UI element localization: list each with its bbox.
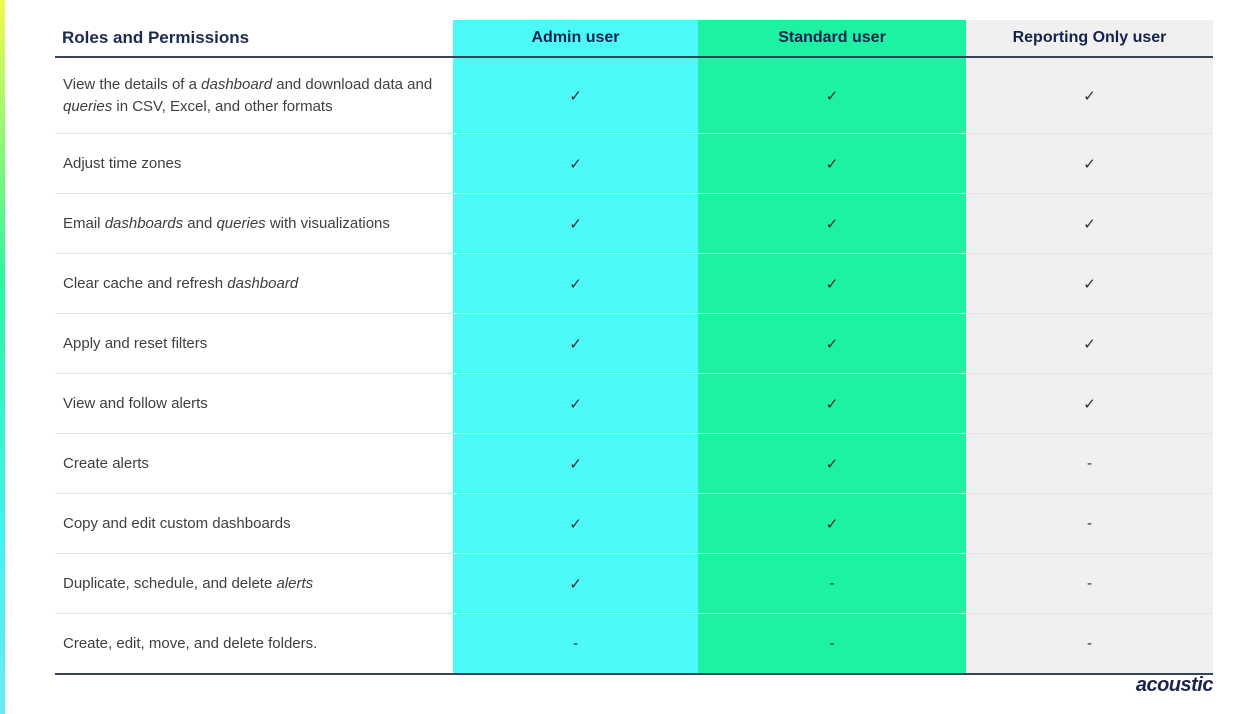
check-mark: ✓	[966, 254, 1213, 313]
check-mark: ✓	[698, 134, 966, 193]
check-mark: ✓	[698, 374, 966, 433]
check-mark: ✓	[698, 434, 966, 493]
table-row	[55, 433, 1213, 493]
check-mark: ✓	[698, 314, 966, 373]
check-mark: ✓	[453, 58, 698, 133]
table-row	[55, 613, 1213, 673]
check-mark: ✓	[453, 254, 698, 313]
table-row	[55, 133, 1213, 193]
permission-label: Apply and reset filters	[63, 334, 208, 352]
table-row	[55, 553, 1213, 613]
check-mark: ✓	[453, 314, 698, 373]
column-header-reporting-only-user: Reporting Only user	[966, 20, 1213, 56]
permission-label: View and follow alerts	[63, 394, 208, 412]
permission-label: Adjust time zones	[63, 154, 182, 172]
table-row	[55, 373, 1213, 433]
roles-permissions-table	[55, 20, 1213, 675]
table-row	[55, 253, 1213, 313]
dash-mark: -	[966, 434, 1213, 493]
check-mark: ✓	[966, 314, 1213, 373]
table-row	[55, 193, 1213, 253]
dash-mark: -	[966, 554, 1213, 613]
permission-label: Copy and edit custom dashboards	[63, 514, 291, 532]
permission-label: Clear cache and refresh dashboard	[63, 274, 299, 292]
dash-mark: -	[698, 614, 966, 673]
dash-mark: -	[966, 614, 1213, 673]
permission-label: View the details of a dashboard and download data and queries in CSV, Excel, and other formats	[63, 75, 433, 115]
permission-label: Create, edit, move, and delete folders.	[63, 634, 318, 652]
check-mark: ✓	[453, 194, 698, 253]
check-mark: ✓	[698, 494, 966, 553]
table-row	[55, 58, 1213, 133]
check-mark: ✓	[966, 58, 1213, 133]
table-header-row	[55, 20, 1213, 58]
permission-label: Create alerts	[63, 454, 149, 472]
column-header-standard-user: Standard user	[698, 20, 966, 56]
check-mark: ✓	[698, 194, 966, 253]
check-mark: ✓	[453, 494, 698, 553]
check-mark: ✓	[966, 374, 1213, 433]
table-row	[55, 313, 1213, 373]
check-mark: ✓	[453, 554, 698, 613]
table-row	[55, 493, 1213, 553]
page-title: Roles and Permissions	[62, 28, 250, 47]
check-mark: ✓	[698, 58, 966, 133]
check-mark: ✓	[966, 194, 1213, 253]
table-body	[55, 58, 1213, 673]
permission-label: Email dashboards and queries with visualizations	[63, 214, 390, 232]
column-header-admin-user: Admin user	[453, 20, 698, 56]
footer	[55, 674, 1213, 697]
check-mark: ✓	[453, 374, 698, 433]
check-mark: ✓	[453, 134, 698, 193]
permission-label: Duplicate, schedule, and delete alerts	[63, 574, 314, 592]
brand-gradient-strip	[0, 0, 5, 714]
dash-mark: -	[453, 614, 698, 673]
check-mark: ✓	[966, 134, 1213, 193]
dash-mark: -	[966, 494, 1213, 553]
dash-mark: -	[698, 554, 966, 613]
check-mark: ✓	[698, 254, 966, 313]
check-mark: ✓	[453, 434, 698, 493]
acoustic-logo: acoustic	[1135, 674, 1213, 696]
